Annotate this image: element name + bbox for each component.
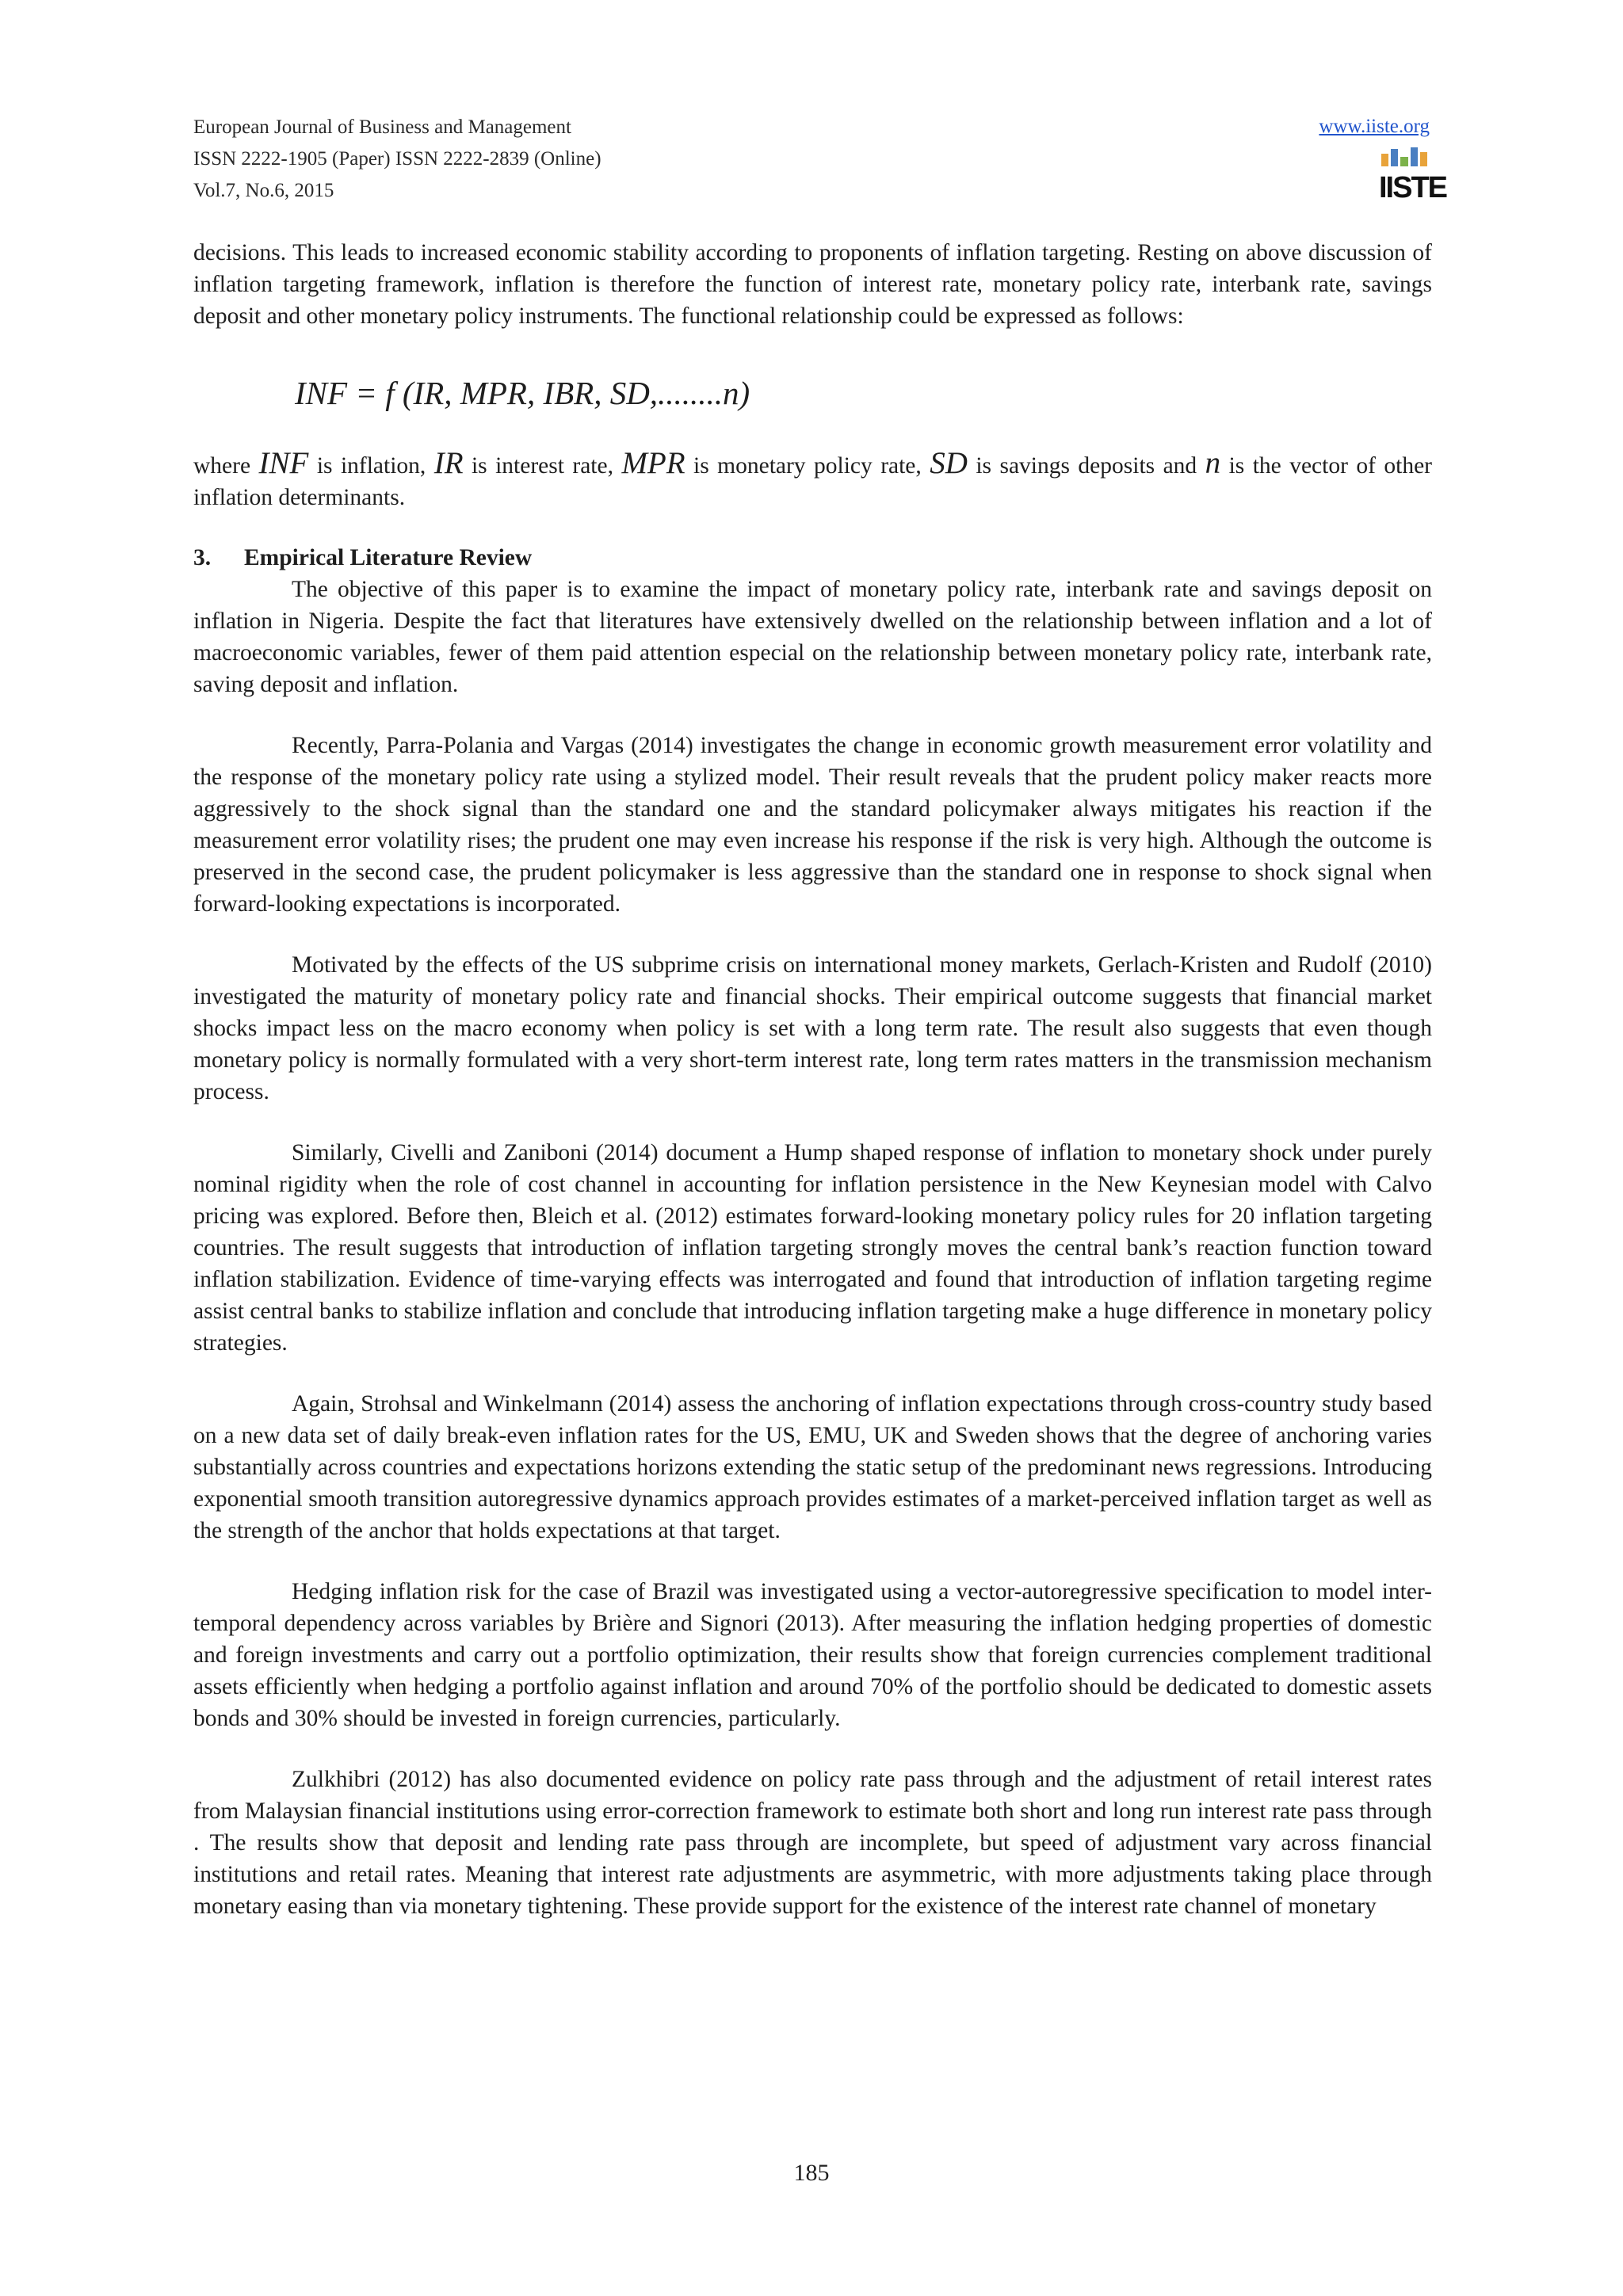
volume-line: Vol.7, No.6, 2015 [193, 180, 334, 201]
paragraph: Again, Strohsal and Winkelmann (2014) assess the anchoring of inflation expectations through cross-country study based on a new data set of daily break-even inflation rates for the US, EMU, UK and Sweden shows that the degree of anchoring varies substantially across countries and expectations horizons extending the static setup of the predominant news regressions. Introducing exponential smooth transition autoregressive dynamics approach provides estimates of a market-perceived inflation target as well as the strength of the anchor that holds expectations at that target. [193, 1391, 1432, 1543]
logo-bar [1391, 149, 1398, 166]
logo-text: IISTE [1379, 171, 1447, 204]
paragraph: Hedging inflation risk for the case of Brazil was investigated using a vector-autoregressive specification to model inter-temporal dependency across variables by Brière and Signori (2013). After measuring the inflation hedging properties of domestic and foreign investments and carry out a portfolio optimization, their results show that foreign currencies complement traditional assets efficiently when hedging a portfolio against inflation and around 70% of the portfolio should be dedicated to domestic assets bonds and 30% should be invested in foreign currencies, particularly. [193, 1579, 1432, 1731]
journal-name: European Journal of Business and Management [193, 116, 571, 138]
logo-bar [1381, 154, 1388, 166]
where-text: is interest rate, [471, 453, 613, 479]
logo-bar [1411, 147, 1418, 166]
paragraph: decisions. This leads to increased economic stability according to proponents of inflation targeting. Resting on above discussion of inflation targeting framework, inflation is therefore the function of interest rate, monetary policy rate, interbank rate, savings deposit and other monetary policy instruments. The functional relationship could be expressed as follows: [193, 240, 1432, 329]
where-text: is inflation, [316, 453, 426, 479]
paragraph: The objective of this paper is to examine the impact of monetary policy rate, interbank rate and savings deposit on inflation in Nigeria. Despite the fact that literatures have extensively dwelled on the relationship between inflation and a lot of macroeconomic variables, fewer of them paid attention especial on the relationship between monetary policy rate, interbank rate, saving deposit and inflation. [193, 577, 1432, 697]
section-title: Empirical Literature Review [244, 545, 533, 570]
where-text: is the vector of other inflation determinants. [193, 453, 1433, 510]
page-header [193, 0, 1447, 206]
equation: INF = f (IR, MPR, IBR, SD,........n) [295, 375, 750, 411]
variable-definitions [193, 448, 1432, 513]
paragraph: Zulkhibri (2012) has also documented evidence on policy rate pass through and the adjustment of retail interest rates from Malaysian financial institutions using error-correction framework to estimate both short and long run interest rate pass through . The results show that deposit and lending rate pass through are incomplete, but speed of adjustment vary across financial institutions and retail rates. Meaning that interest rate adjustments are asymmetric, with more adjustments taking place through monetary easing than via monetary tightening. These provide support for the existence of the interest rate channel of monetary [193, 1767, 1432, 1919]
paragraph: Recently, Parra-Polania and Vargas (2014) investigates the change in economic growth measurement error volatility and the response of the monetary policy rate using a stylized model. Their result reveals that the prudent policy maker reacts more aggressively to the shock signal than the standard one and the standard policymaker always mitigates his reaction if the measurement error volatility rises; the prudent one may even increase his response if the risk is very high. Although the outcome is preserved in the second case, the prudent policymaker is less aggressive than the standard one in response to shock signal when forward-looking expectations is incorporated. [193, 733, 1432, 917]
where-text: is monetary policy rate, [693, 453, 922, 479]
section-number: 3. [193, 545, 212, 570]
iiste-logo [1379, 147, 1447, 206]
section-heading [193, 542, 1432, 574]
var-mpr: MPR [621, 446, 685, 480]
where-text: is savings deposits and [976, 453, 1197, 479]
site-link[interactable]: www.iiste.org [1319, 116, 1430, 137]
var-inf: INF [258, 446, 309, 480]
var-sd: SD [930, 446, 968, 480]
logo-bars [1381, 147, 1427, 166]
paragraph: Motivated by the effects of the US subprime crisis on international money markets, Gerlach-Kristen and Rudolf (2010) investigated the maturity of monetary policy rate and financial shocks. Their empirical outcome suggests that financial market shocks impact less on the macro economy when policy is set with a long term rate. The result also suggests that even though monetary policy is normally formulated with a very short-term interest rate, long term rates matters in the transmission mechanism process. [193, 952, 1432, 1104]
issn-line: ISSN 2222-1905 (Paper) ISSN 2222-2839 (Online) [193, 148, 601, 170]
var-ir: IR [433, 446, 464, 480]
page-number: 185 [793, 2160, 830, 2186]
paragraph: Similarly, Civelli and Zaniboni (2014) document a Hump shaped response of inflation to monetary shock under purely nominal rigidity when the role of cost channel in accounting for inflation persistence in the New Keynesian model with Calvo pricing was explored. Before then, Bleich et al. (2012) estimates forward-looking monetary policy rules for 20 inflation targeting countries. The result suggests that introduction of inflation targeting strongly moves the central bank’s reaction function toward inflation stabilization. Evidence of time-varying effects was interrogated and found that introduction of inflation targeting regime assist central banks to stabilize inflation and conclude that introducing inflation targeting make a huge difference in monetary policy strategies. [193, 1140, 1432, 1356]
var-n: n [1205, 446, 1221, 480]
where-text: where [193, 453, 251, 479]
page-body [193, 237, 1432, 1922]
logo-bar [1400, 157, 1407, 166]
logo-bar [1420, 152, 1427, 166]
